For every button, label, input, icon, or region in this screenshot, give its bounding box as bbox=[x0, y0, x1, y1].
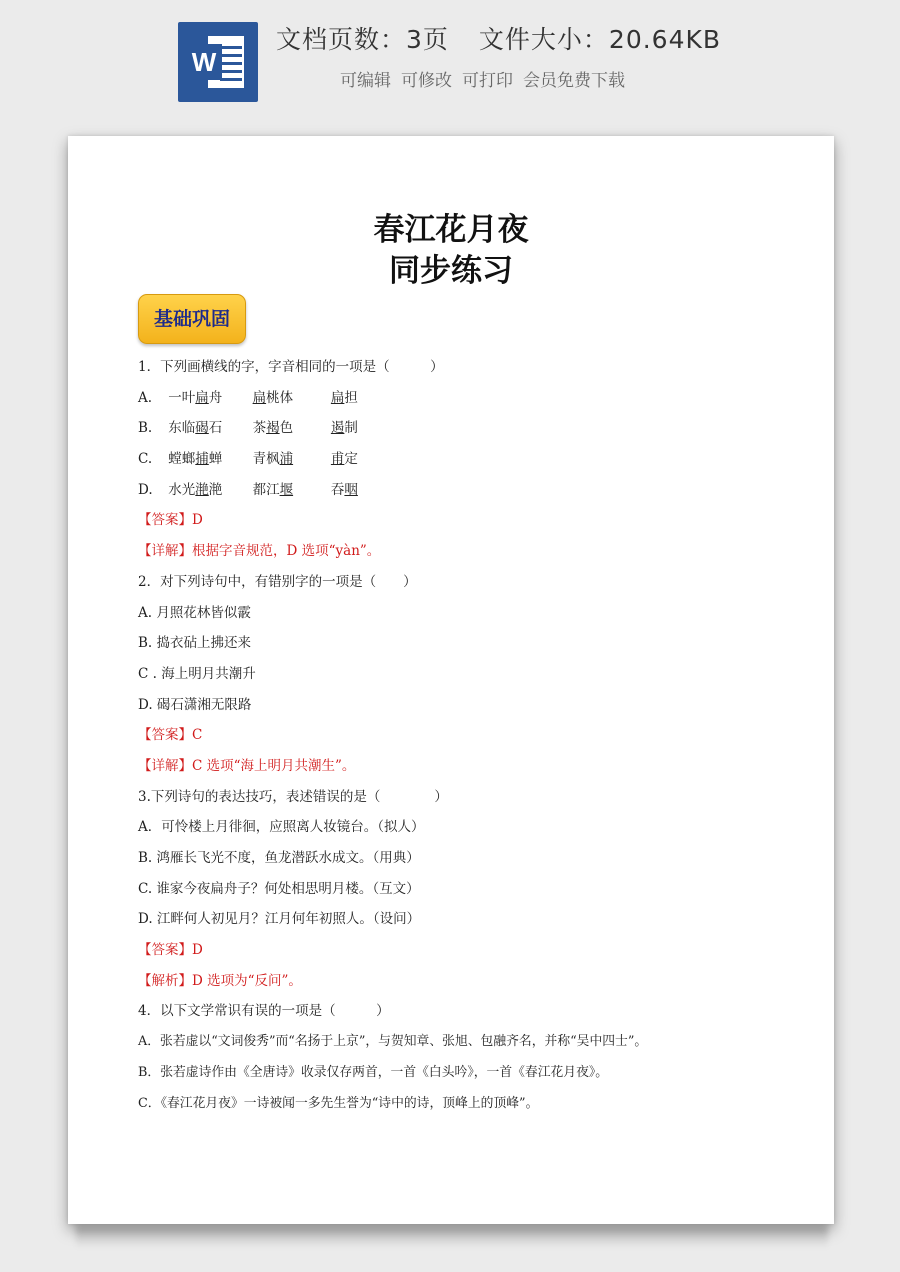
question-4-stem: 4．以下文学常识有误的一项是（ ） bbox=[138, 1003, 390, 1020]
question-1-option-b: B. 东临碣石 茶褐色 遏制 bbox=[138, 420, 358, 437]
question-3-option-a: A．可怜楼上月徘徊，应照离人妆镜台。（拟人） bbox=[138, 819, 425, 836]
document-page bbox=[68, 136, 834, 1224]
feature-modifiable: 可修改 bbox=[401, 71, 452, 91]
feature-member-free-download: 会员免费下载 bbox=[523, 71, 625, 91]
exercise-content bbox=[138, 352, 778, 1119]
title-line-2: 同步练习 bbox=[389, 253, 513, 289]
document-info-header bbox=[0, 0, 900, 120]
question-1-option-d: D. 水光滟滟 都江堰 吞咽 bbox=[138, 481, 358, 498]
question-3-option-b: B. 鸿雁长飞光不度，鱼龙潜跃水成文。（用典） bbox=[138, 850, 420, 866]
page-drop-shadow bbox=[76, 1226, 828, 1248]
word-document-icon bbox=[178, 22, 258, 102]
question-4-option-a: A．张若虚以“文词俊秀”而“名扬于上京”，与贺知章、张旭、包融齐名，并称“吴中四士”。 bbox=[138, 1034, 648, 1050]
question-1-option-c: C. 螳螂捕蝉 青枫浦 甫定 bbox=[138, 451, 358, 468]
word-icon-letter: W bbox=[186, 44, 222, 80]
page-count-label: 文档页数：3页 bbox=[276, 25, 449, 54]
question-2-option-b: B. 捣衣砧上拂还来 bbox=[138, 635, 252, 652]
question-3-explanation: 【解析】D 选项为“反问”。 bbox=[138, 972, 302, 989]
question-2-option-d: D. 碣石潇湘无限路 bbox=[138, 696, 252, 713]
question-3-stem: 3.下列诗句的表达技巧，表述错误的是（ ） bbox=[138, 788, 448, 805]
file-size-label: 文件大小：20.64KB bbox=[478, 25, 722, 54]
question-1-answer: 【答案】D bbox=[138, 512, 203, 529]
title-line-1: 春江花月夜 bbox=[373, 212, 529, 248]
question-3-option-d: D. 江畔何人初见月？江月何年初照人。（设问） bbox=[138, 911, 421, 928]
question-1-stem: 1．下列画横线的字，字音相同的一项是（ ） bbox=[138, 359, 444, 375]
question-2-option-a: A. 月照花林皆似霰 bbox=[138, 604, 251, 621]
question-3-answer: 【答案】D bbox=[138, 942, 203, 959]
question-3-option-c: C. 谁家今夜扁舟子？何处相思明月楼。（互文） bbox=[138, 880, 420, 897]
document-meta bbox=[276, 20, 796, 91]
question-4-option-b: B．张若虚诗作由《全唐诗》收录仅存两首，一首《白头吟》，一首《春江花月夜》。 bbox=[138, 1064, 609, 1080]
question-2-stem: 2．对下列诗句中，有错别字的一项是（ ） bbox=[138, 573, 417, 590]
feature-printable: 可打印 bbox=[462, 71, 513, 91]
feature-editable: 可编辑 bbox=[340, 71, 391, 91]
question-2-option-c: C . 海上明月共潮升 bbox=[138, 665, 256, 682]
question-2-answer: 【答案】C bbox=[138, 727, 203, 744]
question-4-option-c: C．《春江花月夜》一诗被闻一多先生誉为“诗中的诗，顶峰上的顶峰”。 bbox=[138, 1095, 539, 1111]
question-1-option-a: A. 一叶扁舟 扁桃体 扁担 bbox=[138, 389, 358, 406]
question-1-explanation: 【详解】根据字音规范，D 选项“yàn”。 bbox=[138, 543, 381, 560]
feature-list bbox=[276, 66, 796, 91]
question-2-explanation: 【详解】C 选项“海上明月共潮生”。 bbox=[138, 757, 356, 774]
section-badge: 基础巩固 bbox=[138, 294, 246, 344]
document-title bbox=[68, 210, 834, 292]
